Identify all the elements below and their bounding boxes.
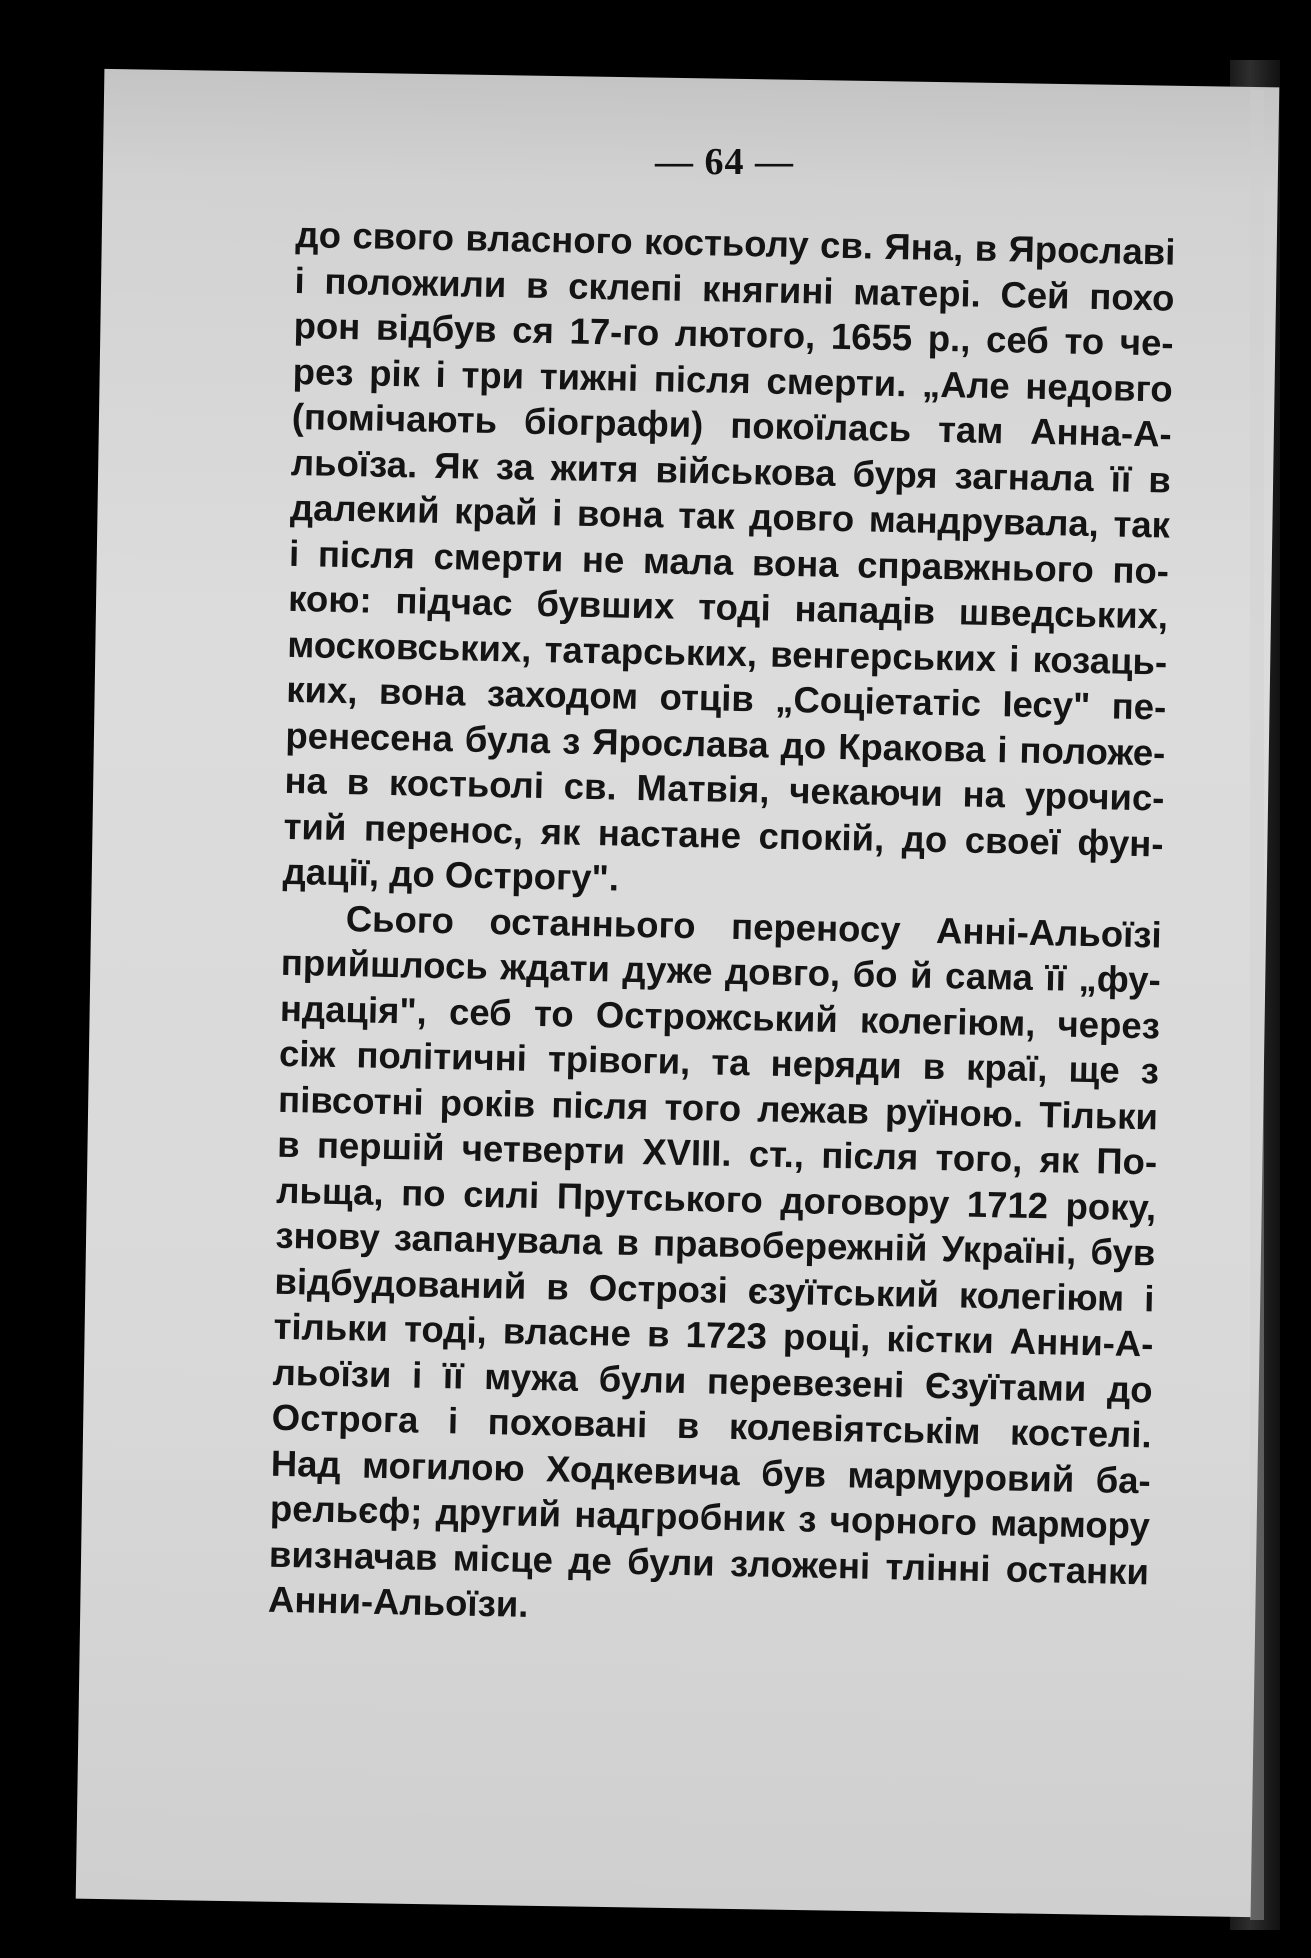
text-line: визначав місце де були зложені тлінні останки [268,1533,1150,1592]
text-line: прийшлось ждати дуже довго, бо й сама її „фу- [280,941,1162,1001]
text-line: кою: підчас бувших тоді нападів шведських, [287,577,1169,637]
text-line: на в костьолі св. Матвія, чекаючи на урочис- [284,759,1165,819]
text-line: тий перенос, як настане спокій, до своеї фун- [283,805,1164,865]
text-line: до свого власного костьолу св. Яна, в Ярославі [295,213,1176,273]
text-line: і після смерти не мала вона справжнього по- [288,532,1170,592]
text-line: в першій четверти XVIII. ст., після того, як По- [276,1123,1158,1183]
text-line: (помічають біографи) покоїлась там Анна-А- [291,395,1173,455]
text-line: ндація", себ то Острожський колегіюм, через [279,987,1161,1046]
text-line: Острога і поховані в колевіятськім костелі. [271,1396,1153,1456]
body-text [268,212,1176,1640]
text-line: московських, татарських, венгерських і козаць- [286,623,1168,683]
text-line: тільки тоді, власне в 1723 році, кістки Анни-А- [273,1305,1154,1365]
text-line: дації, до Острогу". [282,850,620,899]
text-line: далекий край і вона так довго мандрувала, так [289,486,1171,546]
text-line: Над могилою Ходкевича був мармуровий ба- [270,1442,1152,1501]
text-line: півсотні років після того лежав руїною. Тільки [277,1078,1159,1137]
text-line: і положили в склепі княгині матері. Сей похо [294,259,1175,319]
text-line: Анни-Альоїзи. [267,1578,529,1625]
text-line: відбудований в Острозі єзуїтський колегіюм і [274,1260,1155,1319]
text-line: ренесена була з Ярослава до Кракова і положе- [285,714,1166,774]
text-line: льща, по силі Прутського договору 1712 року, [275,1169,1157,1228]
text-line: льоїза. Як за житя військова буря загнала її в [290,441,1172,501]
page-number: — 64 — [655,141,794,183]
text-line: рез рік і три тижні після смерти. „Але недовго [292,350,1174,410]
text-line: Сього останнього переносу Анні-Альоїзі [345,897,1163,956]
text-line: сіж політичні трівоги, та неряди в краї, ще з [278,1032,1160,1092]
text-line: знову запанувала в правобережній Україні, був [275,1214,1156,1274]
text-line: ких, вона заходом отців „Соціетатіс Іесу" пе- [286,668,1167,728]
text-line: рельєф; другий надгробник з чорного мармору [269,1487,1151,1547]
page-gutter [1250,90,1264,1920]
text-line: рон відбув ся 17-го лютого, 1655 р., себ то че- [293,304,1174,364]
text-line: льоїзи і її мужа були перевезені Єзуїтами до [272,1351,1153,1410]
